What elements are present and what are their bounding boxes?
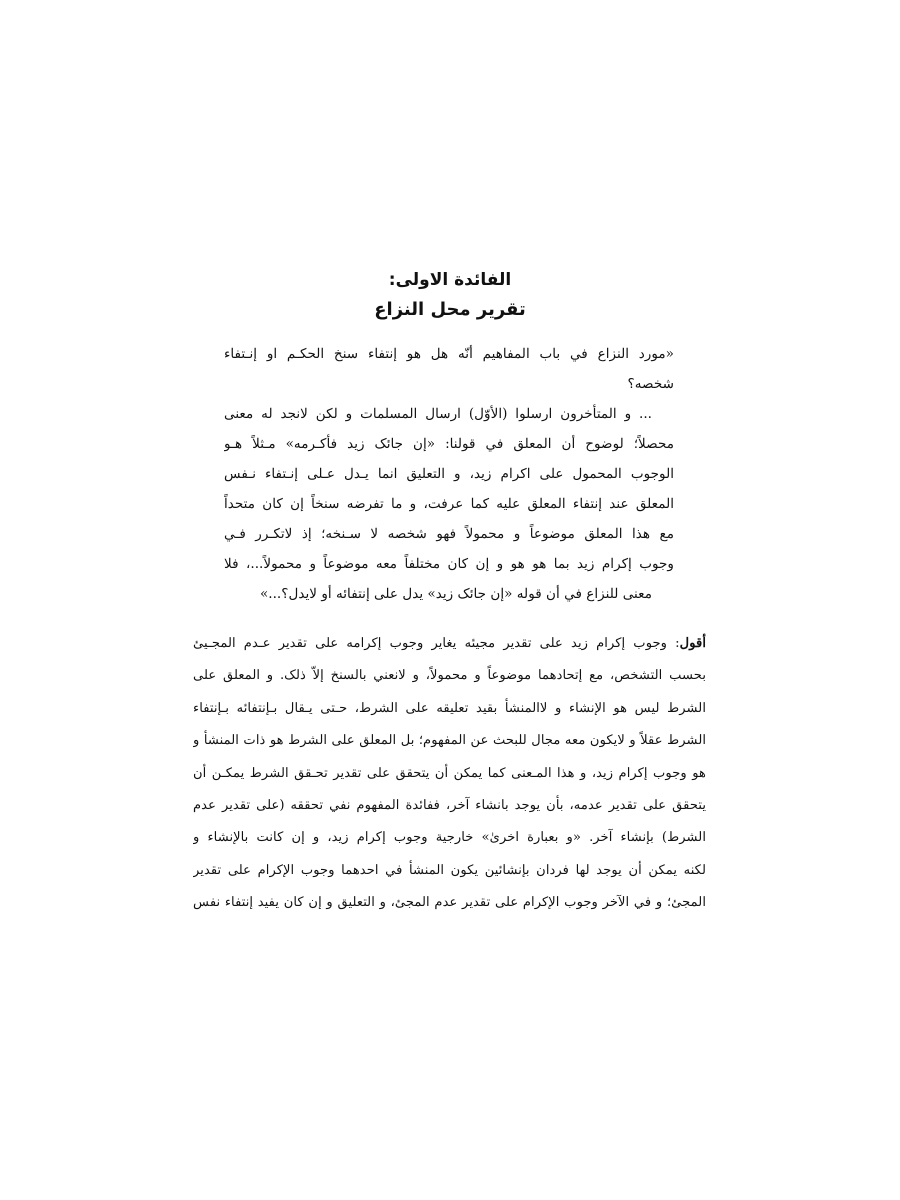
body-line: بحسب التشخص، مع إتحادهما موضوعاً و محمولاً، و لانعني بالسنخ إلاّ ذلک. و المعلق على — [193, 668, 706, 684]
quote-line: «مورد النزاع في باب المفاهيم أنّه هل هو إنتفاء سنخ الحكـم او إنـتفاء — [224, 346, 674, 362]
quote-line: مع هذا المعلق موضوعاً و محمولاً فهو شخصه لا سـنخه؛ إذ لاتكـرر فـي — [224, 526, 674, 542]
quote-line: شخصه؟ — [627, 376, 674, 392]
body-line: المجئ؛ و في الآخر وجوب الإكرام على تقدير عدم المجئ، و التعليق و إن كان يفيد إنتفاء نفس — [193, 895, 706, 911]
body-line: الشرط عقلاً و لايكون معه مجال للبحث عن المفهوم؛ بل المعلق على الشرط هو ذات المنشأ و — [193, 733, 706, 749]
body-line: هو وجوب إكرام زيد، و هذا المـعنى كما يمكن أن يتحقق على تقدير تحـقق الشرط يمكـن أن — [193, 765, 706, 781]
quote-line: معنى للنزاع في أن قوله «إن جائک زيد» يدل على إنتفائه أو لايدل؟...» — [259, 586, 652, 602]
quote-line: ... و المتأخرون ارسلوا (الأوّل) ارسال المسلمات و لكن لانجد له معنى — [224, 406, 652, 422]
quoted-passage — [224, 340, 674, 610]
lead-word: أقول — [679, 636, 706, 651]
quote-line: محصلاً؛ لوضوح أن المعلق في قولنا: «إن جائک زيد فأكـرمه» مـثلاً هـو — [224, 436, 674, 452]
quote-line: وجوب إكرام زيد بما هو هو و إن كان مختلفاً معه موضوعاً و محمولاً...، فلا — [224, 556, 674, 572]
section-heading — [0, 270, 900, 330]
body-line-text: : وجوب إكرام زيد على تقدير مجيئه يغاير وجوب إكرامه على تقدير عـدم المجـيئ — [193, 636, 680, 651]
heading-subtitle: تقرير محل النزاع — [374, 299, 526, 320]
body-line-first — [193, 628, 706, 660]
body-line: الشرط ليس هو الإنشاء و لاالمنشأ بقيد تعليقه على الشرط، حـتى يـقال بـإنتفائه بـإنتفاء — [193, 700, 706, 716]
body-line: لكنه يمكن أن يوجد لها فردان بإنشائين يكون المنشأ في احدهما وجوب الإكرام على تقدير — [193, 862, 706, 878]
body-line: يتحقق على تقدير عدمه، بأن يوجد بانشاء آخر، ففائدة المفهوم نفي تحققه (على تقدير عدم — [193, 797, 706, 813]
quote-line: الوجوب المحمول على اكرام زيد، و التعليق انما يـدل عـلى إنـتفاء نـفس — [224, 466, 674, 482]
commentary-paragraph — [193, 628, 706, 920]
body-line: الشرط) بإنشاء آخر. «و بعبارة اخرىٰ» خارجية وجوب إكرام زيد، و إن كانت بالإنشاء و — [193, 830, 706, 846]
quote-line: المعلق عند إنتفاء المعلق عليه كما عرفت، و ما تفرضه سنخاً إن كان متحداً — [224, 496, 674, 512]
heading-title: الفائدة الاولى: — [388, 270, 512, 290]
